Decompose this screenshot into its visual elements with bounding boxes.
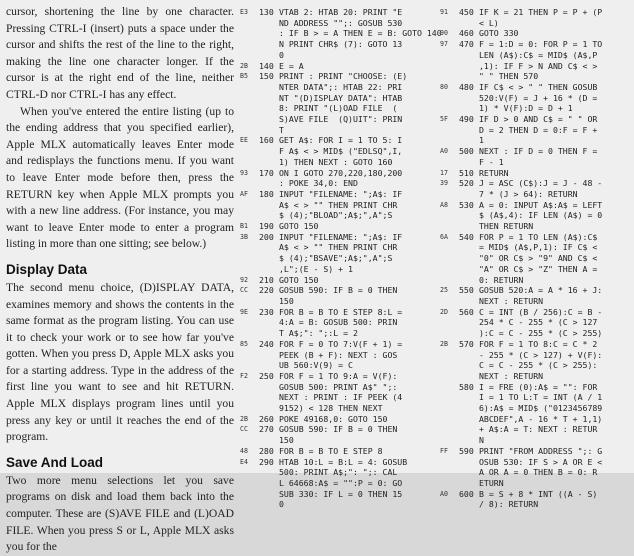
code-text: GET A$: FOR I = 1 TO 5: I: [279, 135, 403, 146]
code-text: - 255 * (C > 127) + V(F):: [479, 349, 603, 360]
code-text: OSUB 530: IF S > A OR E <: [479, 456, 603, 467]
checksum: AF: [240, 189, 248, 198]
code-line: [240, 296, 440, 307]
code-text: A$ < > "" THEN PRINT CHR: [279, 242, 398, 253]
code-text: ABCDEF",A - 16 * T + 1,1): [479, 413, 603, 424]
code-text: IF K = 21 THEN P = P + (P: [479, 7, 603, 17]
code-line: [240, 253, 440, 264]
code-text: NTER DATA";: HTAB 22: PRI: [279, 81, 403, 92]
code-text: THEN RETURN: [479, 221, 534, 232]
code-text: : IF B > = A THEN E = B: GOTO 140: [279, 28, 442, 39]
code-text: ND ADDRESS "";: GOSUB 530: [279, 17, 403, 28]
line-number: 150: [259, 71, 274, 82]
code-text: HTAB 10:L = B:L = 4: GOSUB: [279, 456, 408, 467]
line-number: 240: [259, 338, 274, 349]
checksum: EE: [240, 136, 248, 145]
code-line: [440, 39, 632, 50]
line-number: 250: [259, 370, 274, 381]
code-line: [240, 232, 440, 243]
code-text: S)AVE FILE (Q)UIT": PRIN: [279, 114, 403, 125]
checksum: 91: [440, 8, 448, 16]
code-line: [240, 403, 440, 414]
code-text: PRINT : PRINT "CHOOSE: (E): [279, 71, 408, 82]
code-text: "0" OR C$ > "9" AND C$ <: [479, 253, 598, 264]
code-line: [440, 93, 632, 104]
code-line: [240, 135, 440, 146]
code-text: FOR B = B TO E STEP 8: [279, 445, 383, 456]
code-text: "A" OR C$ > "Z" THEN A =: [479, 263, 598, 274]
code-text: INPUT "FILENAME: ";A$: IF: [279, 231, 403, 242]
code-text: SUB 330: IF L = 0 THEN 15: [279, 488, 403, 499]
checksum: 90: [440, 29, 448, 38]
code-line: [240, 125, 440, 136]
code-line: [440, 157, 632, 168]
line-number: 500: [459, 146, 474, 157]
code-text: 7 * (J > 64): RETURN: [479, 188, 578, 199]
code-text: C = C - 255 * (C > 255):: [479, 360, 598, 371]
checksum: A0: [440, 147, 448, 156]
code-line: [440, 307, 632, 318]
line-number: 530: [459, 199, 474, 210]
code-text: J = ASC (C$):J = J - 48 -: [479, 178, 603, 189]
code-text: GOSUB 590: IF B = 0 THEN: [279, 424, 398, 435]
code-line: [240, 189, 440, 200]
checksum: 2B: [440, 339, 448, 348]
code-text: GOTO 330: [479, 28, 519, 39]
code-line: [240, 382, 440, 393]
checksum: E4: [240, 457, 248, 466]
code-text: NEXT : PRINT : IF PEEK (4: [279, 392, 403, 403]
code-text: PEEK (B + F): NEXT : GOS: [279, 349, 398, 360]
checksum: A0: [440, 489, 448, 498]
code-text: FOR F = 1 TO 8:C = C * 2: [479, 338, 598, 349]
code-line: [240, 489, 440, 500]
code-line: [240, 178, 440, 189]
code-line: [440, 125, 632, 136]
code-text: T: [279, 124, 284, 135]
code-line: [240, 103, 440, 114]
heading-display-data: Display Data: [6, 261, 88, 277]
checksum: [440, 382, 459, 393]
code-text: ON I GOTO 270,220,180,200: [279, 167, 403, 178]
code-text: N: [479, 435, 484, 446]
line-number: 290: [259, 456, 274, 467]
code-text: 0: [279, 49, 284, 60]
program-listing-right: [440, 7, 632, 510]
checksum: B5: [240, 72, 248, 81]
checksum: 6A: [440, 232, 448, 241]
code-text: 0: RETURN: [479, 274, 524, 285]
code-text: INPUT "FILENAME: ";A$: IF: [279, 188, 403, 199]
checksum: 97: [440, 40, 448, 49]
heading-save-and-load: Save And Load: [6, 454, 104, 470]
code-line: [440, 82, 632, 93]
code-line: [440, 489, 632, 500]
code-text: / 8): RETURN: [479, 499, 539, 510]
line-number: 470: [459, 39, 474, 50]
code-line: [440, 499, 632, 510]
code-text: < L): [479, 17, 499, 28]
code-line: [440, 103, 632, 114]
line-number: 580: [459, 381, 474, 392]
code-line: [440, 382, 632, 393]
code-line: [440, 339, 632, 350]
code-line: [440, 467, 632, 478]
code-line: [240, 317, 440, 328]
line-number: 200: [259, 231, 274, 242]
code-text: 1: [479, 135, 484, 146]
code-line: [440, 264, 632, 275]
checksum: 2D: [440, 307, 448, 316]
code-text: ,L";(E - S) + 1: [279, 263, 353, 274]
code-text: L 64668:A$ = "":P = 0: GO: [279, 477, 403, 488]
code-line: [240, 18, 440, 29]
code-line: [440, 7, 632, 18]
line-number: 140: [259, 60, 274, 71]
checksum: 85: [240, 339, 248, 348]
checksum: F2: [240, 371, 248, 380]
code-text: " " THEN 570: [479, 71, 539, 82]
code-line: [440, 18, 632, 29]
code-line: [240, 328, 440, 339]
code-line: [240, 264, 440, 275]
line-number: 260: [259, 413, 274, 424]
code-line: [440, 328, 632, 339]
article-paragraph-intro: cursor, shortening the line by one character. Pressing CTRL-I (insert) puts a space under the cursor and shifts the rest of the line to the right, making the line one character longer. If the cursor is at the right end of the line, neither CTRL-D nor CTRL-I has any effect.: [6, 5, 234, 101]
code-line: [240, 350, 440, 361]
code-line: [440, 189, 632, 200]
code-line: [440, 253, 632, 264]
code-line: [240, 424, 440, 435]
code-text: I = FRE (0):A$ = "": FOR: [479, 381, 598, 392]
code-line: [440, 114, 632, 125]
code-text: IF D > 0 AND C$ = " " OR: [479, 114, 598, 125]
code-text: NEXT : RETURN: [479, 370, 544, 381]
code-line: [240, 157, 440, 168]
line-number: 270: [259, 424, 274, 435]
code-text: GOSUB 590: IF B = 0 THEN: [279, 285, 398, 296]
code-text: F - 1: [479, 156, 504, 167]
code-line: [240, 61, 440, 72]
code-line: [440, 28, 632, 39]
code-line: [240, 146, 440, 157]
code-line: [240, 339, 440, 350]
code-text: : POKE 34,0: END: [279, 178, 358, 189]
code-text: $ (A$,4): IF LEN (A$) = 0: [479, 210, 603, 221]
line-number: 280: [259, 445, 274, 456]
checksum: 80: [440, 82, 448, 91]
line-number: 180: [259, 188, 274, 199]
code-line: [240, 200, 440, 211]
code-line: [240, 307, 440, 318]
code-text: GOTO 150: [279, 221, 319, 232]
code-line: [440, 285, 632, 296]
code-line: [440, 178, 632, 189]
code-text: FOR F = 0 TO 7:V(F + 1) =: [279, 338, 403, 349]
checksum: 5F: [440, 115, 448, 124]
code-text: 8: PRINT "(L)OAD FILE (: [279, 103, 398, 114]
line-number: 480: [459, 81, 474, 92]
checksum: CC: [240, 425, 248, 434]
code-text: A OR A = 0 THEN B = 0: R: [479, 467, 598, 478]
code-text: A = 0: INPUT A$:A$ = LEFT: [479, 199, 603, 210]
checksum: E3: [240, 8, 248, 16]
code-line: [440, 424, 632, 435]
code-line: [440, 50, 632, 61]
article-column: [6, 4, 234, 554]
code-line: [240, 168, 440, 179]
code-text: POKE 49168,0: GOTO 150: [279, 413, 388, 424]
code-line: [240, 275, 440, 286]
code-text: 500: PRINT A$;": ";: CAL: [279, 467, 398, 478]
code-line: [240, 414, 440, 425]
code-line: [240, 39, 440, 50]
checksum: 39: [440, 179, 448, 188]
line-number: 490: [459, 114, 474, 125]
article-paragraph-display-data: The second menu choice, (D)ISPLAY DATA, examines memory and shows the contents in the same format as the program listing. You can use it to check your work or to see how far you've gotten. When you press D, Apple MLX asks you for a starting address. Type in the address of the first line you want to see and hit RETURN. Apple MLX displays program lines until you press any key or until it reaches the end of the program.: [6, 280, 234, 444]
line-number: 540: [459, 231, 474, 242]
code-line: [440, 200, 632, 211]
code-line: [240, 71, 440, 82]
code-line: [440, 242, 632, 253]
code-line: [440, 210, 632, 221]
checksum: 2B: [240, 61, 248, 70]
code-text: PRINT "FROM ADDRESS ";: G: [479, 445, 603, 456]
code-text: F A$ < > MID$ ("EDLSQ",I,: [279, 146, 403, 157]
code-line: [240, 478, 440, 489]
code-line: [240, 210, 440, 221]
code-text: UB 560:V(9) = C: [279, 360, 353, 371]
code-line: [440, 275, 632, 286]
code-line: [440, 168, 632, 179]
code-text: 520:V(F) = J + 16 * (D =: [479, 92, 598, 103]
code-line: [440, 221, 632, 232]
code-line: [240, 93, 440, 104]
code-line: [440, 232, 632, 243]
code-text: F = 1:D = 0: FOR P = 1 TO: [479, 39, 603, 50]
checksum: B1: [240, 222, 248, 231]
code-text: NT "(D)ISPLAY DATA": HTAB: [279, 92, 403, 103]
code-text: ETURN: [479, 477, 504, 488]
code-text: 4:A = B: GOSUB 500: PRIN: [279, 317, 398, 328]
line-number: 520: [459, 178, 474, 189]
checksum: 9E: [240, 307, 248, 316]
code-text: 1) * V(F):D = D + 1: [479, 103, 573, 114]
line-number: 220: [259, 285, 274, 296]
code-text: ,1): IF F > N AND C$ < >: [479, 60, 598, 71]
code-text: 150: [279, 435, 294, 446]
code-line: [440, 296, 632, 307]
code-text: = MID$ (A$,P,1): IF C$ <: [479, 242, 598, 253]
article-paragraph-enter-mode: When you've entered the entire listing (up to the ending address that you specified earlier), Apple MLX automatically leaves Enter mode and redisplays the functions menu. If you want to leave Enter mode before then, press the RETURN key when Apple MLX prompts you with a new line address. (For instance, you may want to leave Enter mode to enter a program listing in more than one sitting; see below.): [6, 104, 234, 251]
code-line: [240, 371, 440, 382]
code-text: NEXT : IF D = 0 THEN F =: [479, 146, 598, 157]
code-text: RETURN: [479, 167, 509, 178]
code-line: [240, 285, 440, 296]
checksum: CC: [240, 286, 248, 295]
code-text: $ (4);"BLOAD";A$;",A";S: [279, 210, 393, 221]
code-line: [240, 7, 440, 18]
code-text: 0: [279, 499, 284, 510]
code-line: [240, 50, 440, 61]
checksum: 2B: [240, 414, 248, 423]
program-listing-middle: [240, 7, 440, 510]
code-text: NEXT : RETURN: [479, 295, 544, 306]
code-line: [440, 392, 632, 403]
checksum: 3B: [240, 232, 248, 241]
line-number: 460: [459, 28, 474, 39]
code-text: FOR P = 1 TO LEN (A$):C$: [479, 231, 598, 242]
checksum: 25: [440, 286, 448, 295]
article-paragraph-save-load: Two more menu selections let you save programs on disk and load them back into the computer. These are (S)AVE FILE and (L)OAD FILE. When you press S or L, Apple MLX asks you for the: [6, 473, 234, 554]
code-text: GOTO 150: [279, 274, 319, 285]
code-line: [240, 499, 440, 510]
line-number: 210: [259, 274, 274, 285]
code-line: [240, 360, 440, 371]
code-text: 150: [279, 295, 294, 306]
code-line: [240, 82, 440, 93]
line-number: 590: [459, 445, 474, 456]
code-line: [440, 478, 632, 489]
checksum: A8: [440, 200, 448, 209]
line-number: 600: [459, 488, 474, 499]
code-line: [440, 371, 632, 382]
code-line: [240, 457, 440, 468]
code-line: [240, 467, 440, 478]
code-line: [240, 392, 440, 403]
code-text: FOR B = B TO E STEP 8:L =: [279, 306, 403, 317]
code-line: [440, 61, 632, 72]
line-number: 230: [259, 306, 274, 317]
code-text: ):C = C - 255 * (C > 255): [479, 328, 603, 339]
code-text: E = A: [279, 60, 304, 71]
code-line: [440, 446, 632, 457]
line-number: 570: [459, 338, 474, 349]
code-line: [440, 350, 632, 361]
code-text: 254 * C - 255 * (C > 127: [479, 317, 598, 328]
code-text: VTAB 2: HTAB 20: PRINT "E: [279, 7, 403, 17]
line-number: 170: [259, 167, 274, 178]
checksum: 48: [240, 446, 248, 455]
code-line: [240, 242, 440, 253]
checksum: 93: [240, 168, 248, 177]
line-number: 130: [259, 7, 274, 17]
code-line: [440, 435, 632, 446]
code-line: [240, 446, 440, 457]
code-line: [440, 457, 632, 468]
code-text: 1) THEN NEXT : GOTO 160: [279, 156, 393, 167]
line-number: 450: [459, 7, 474, 17]
line-number: 560: [459, 306, 474, 317]
code-line: [440, 146, 632, 157]
code-line: [240, 28, 440, 39]
code-line: [240, 221, 440, 232]
code-text: GOSUB 500: PRINT A$" ";:: [279, 381, 398, 392]
code-text: + A$:A = T: NEXT : RETUR: [479, 424, 598, 435]
line-number: 160: [259, 135, 274, 146]
code-text: A$ < > "" THEN PRINT CHR: [279, 199, 398, 210]
code-text: LEN (A$):C$ = MID$ (A$,P: [479, 49, 598, 60]
code-text: N PRINT CHR$ (7): GOTO 13: [279, 39, 403, 50]
code-line: [240, 435, 440, 446]
line-number: 550: [459, 285, 474, 296]
code-text: IF C$ < > " " THEN GOSUB: [479, 81, 598, 92]
code-text: $ (4);"BSAVE";A$;",A";S: [279, 253, 393, 264]
code-line: [440, 414, 632, 425]
code-line: [440, 403, 632, 414]
code-line: [440, 71, 632, 82]
code-text: D = 2 THEN D = 0:F = F +: [479, 124, 598, 135]
checksum: 92: [240, 275, 248, 284]
code-line: [440, 360, 632, 371]
code-line: [440, 317, 632, 328]
checksum: 17: [440, 168, 448, 177]
code-text: T A$;": ";:L = 2: [279, 328, 358, 339]
code-text: C = INT (B / 256):C = B -: [479, 306, 603, 317]
code-text: 6):A$ = MID$ ("0123456789: [479, 403, 603, 414]
line-number: 510: [459, 167, 474, 178]
code-text: 9152) < 128 THEN NEXT: [279, 403, 383, 414]
code-text: GOSUB 520:A = A * 16 + J:: [479, 285, 603, 296]
code-text: I = 1 TO L:T = INT (A / 1: [479, 392, 603, 403]
line-number: 190: [259, 221, 274, 232]
code-text: FOR F = 1 TO 9:A = V(F):: [279, 370, 398, 381]
code-text: B = S + 8 * INT ((A - S): [479, 488, 598, 499]
code-line: [240, 114, 440, 125]
code-line: [440, 135, 632, 146]
checksum: FF: [440, 446, 448, 455]
